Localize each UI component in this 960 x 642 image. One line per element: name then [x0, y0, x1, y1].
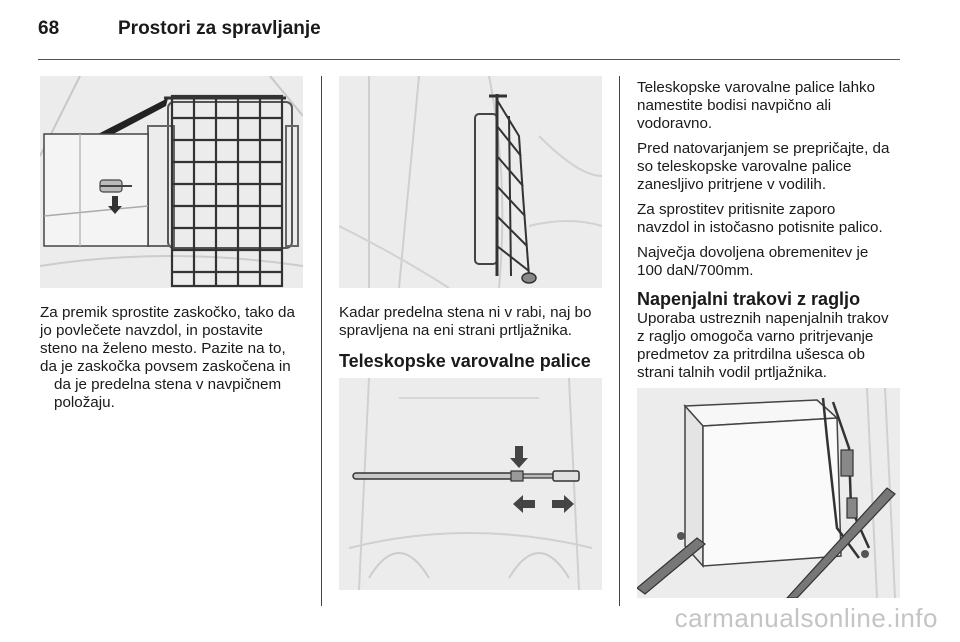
max-load-text: Največja dovoljena obremenitev je 100 daN/700mm. — [637, 244, 869, 279]
latch-instruction: Za premik sprostite zaskočko, tako da jo povlečete navzdol, in postavite steno na želeno mesto. Pazite na to, da je zaskočka povsem zaskočena in da je predelna stena v navpičnem položaju. — [40, 304, 295, 411]
section-heading-telescopic-bars: Teleskopske varovalne palice — [339, 351, 591, 371]
stowed-partition-illustration — [339, 76, 602, 288]
column-divider-2 — [619, 76, 620, 606]
column-1-text — [40, 304, 310, 419]
column-3-text — [637, 79, 907, 389]
bar-orientation-text: Teleskopske varovalne palice lahko namestite bodisi navpično ali vodoravno. — [637, 79, 876, 132]
partition-net-figure — [40, 76, 303, 288]
page-header — [38, 18, 321, 48]
ratchet-straps-text: Uporaba ustreznih napenjalnih trakov z ragljo omogoča varno pritrjevanje predmetov za pritrdilna ušesca ob strani talnih vodil prtljažnika. — [637, 310, 889, 381]
stowed-partition-figure — [339, 76, 602, 288]
bar-check-text: Pred natovarjanjem se prepričajte, da so teleskopske varovalne palice zanesljivo pritrjene v vodilih. — [637, 140, 890, 193]
bar-release-text: Za sprostitev pritisnite zaporo navzdol in istočasno potisnite palico. — [637, 201, 883, 236]
header-rule — [38, 59, 900, 60]
telescopic-bar-illustration — [339, 378, 602, 590]
ratchet-strap-illustration — [637, 388, 900, 598]
stow-instruction: Kadar predelna stena ni v rabi, naj bo spravljena na eni strani prtljažnika. — [339, 304, 592, 339]
column-divider-1 — [321, 76, 322, 606]
telescopic-bar-figure — [339, 378, 602, 590]
ratchet-strap-figure — [637, 388, 900, 598]
watermark: carmanualsonline.info — [674, 603, 938, 633]
page-number: 68 — [38, 18, 60, 39]
section-heading-ratchet-straps: Napenjalni trakovi z ragljo — [637, 289, 861, 309]
partition-net-illustration — [40, 76, 303, 288]
column-2-text — [339, 304, 614, 372]
page-title: Prostori za spravljanje — [118, 18, 321, 39]
